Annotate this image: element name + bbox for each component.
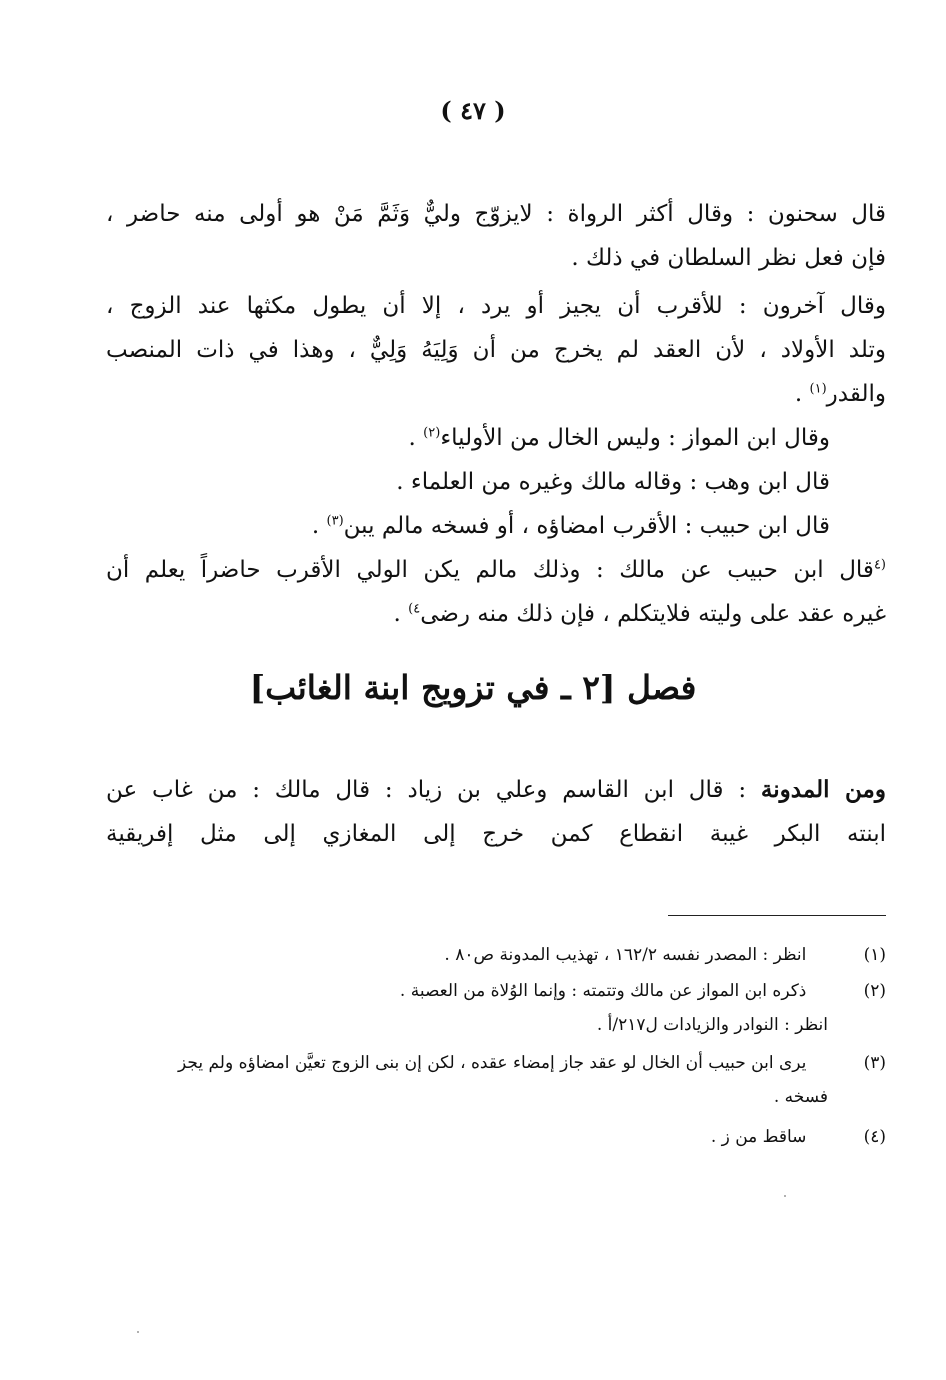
footnote-1 [106, 940, 886, 970]
footnote-1-number: (١) [863, 945, 886, 965]
footnote-3-cont-text: فسخه . [773, 1087, 828, 1107]
body-line-6-text: وقال ابن المواز : وليس الخال من الأولياء [440, 425, 830, 451]
section-lead: ومن المدونة [760, 776, 886, 803]
body-line-8-text: قال ابن حبيب : الأقرب امضاؤه ، أو فسخه مالم يبن [343, 513, 830, 539]
body-line-5 [106, 372, 886, 416]
body-line-10-text: غيره عقد على وليته فلايتكلم ، فإن ذلك منه رضى [420, 601, 886, 627]
footnote-3-number: (٣) [863, 1053, 886, 1073]
body-line-9-text: قال ابن حبيب عن مالك : وذلك مالم يكن الولي الأقرب حاضراً يعلم أن [106, 557, 874, 583]
section-line-2: ابنته البكر غيبة انقطاع كمن خرج إلى المغازي إلى مثل إفريقية [106, 821, 886, 847]
footnote-4 [106, 1122, 886, 1152]
section-line-1-rest: : قال ابن القاسم وعلي بن زياد : قال مالك : من غاب عن [106, 777, 761, 803]
footnote-4-text: ساقط من ز . [710, 1127, 807, 1147]
footnote-2-number: (٢) [863, 981, 886, 1001]
body-line-9 [106, 548, 886, 592]
body-line-4: وتلد الأولاد ، لأن العقد لم يخرج من أن وَلِيَهُ وَلِيٌّ ، وهذا في ذات المنصب [106, 337, 886, 363]
footnote-2-cont-text: انظر : النوادر والزيادات ل٢١٧/أ . [596, 1015, 828, 1035]
footnote-ref-4-end: ٤) [408, 601, 421, 617]
footnote-ref-4-start: (٤ [873, 557, 886, 573]
section-heading: فصل [٢ ـ في تزويج ابنة الغائب] [249, 668, 697, 707]
section-line-1 [106, 768, 886, 812]
body-line-8-end: . [311, 513, 327, 539]
body-line-5-text: والقدر [826, 381, 886, 407]
body-line-1: قال سحنون : وقال أكثر الرواة : لايزوّج وليٌّ وَثَمَّ مَنْ هو أولى منه حاضر ، [106, 201, 886, 227]
body-line-7: قال ابن وهب : وقاله مالك وغيره من العلماء . [396, 469, 830, 495]
footnote-2 [106, 976, 886, 1006]
body-line-5-end: . [794, 381, 810, 407]
body-line-3: وقال آخرون : للأقرب أن يجيز أو يرد ، إلا أن يطول مكثها عند الزوج ، [106, 293, 886, 319]
body-line-10 [106, 592, 886, 636]
footnote-3 [106, 1048, 886, 1078]
scan-speck [137, 1331, 139, 1333]
body-line-6 [106, 416, 830, 460]
page-number: ( ٤٧ ) [440, 96, 506, 125]
footnote-ref-2: (٢) [423, 425, 441, 441]
footnote-2-continuation [106, 1010, 828, 1040]
footnote-ref-3: (٣) [326, 513, 344, 529]
body-line-10-end: . [393, 601, 409, 627]
footnote-3-text: يرى ابن حبيب أن الخال لو عقد جاز إمضاء عقده ، لكن إن بنى الزوج تعيَّن امضاؤه ولم يجز [178, 1053, 807, 1073]
footnote-1-text: انظر : المصدر نفسه ١٦٢/٢ ، تهذيب المدونة ص٨٠ . [444, 945, 807, 965]
body-line-6-end: . [408, 425, 424, 451]
footnote-separator [668, 915, 886, 916]
footnote-ref-1: (١) [809, 381, 827, 397]
scan-speck [784, 1195, 786, 1197]
body-line-2: فإن فعل نظر السلطان في ذلك . [571, 245, 886, 271]
body-line-8 [106, 504, 830, 548]
footnote-3-continuation [106, 1082, 828, 1112]
footnote-2-text: ذكره ابن المواز عن مالك وتتمته : وإنما الوُلاة من العصبة . [399, 981, 807, 1001]
footnote-4-number: (٤) [863, 1127, 886, 1147]
